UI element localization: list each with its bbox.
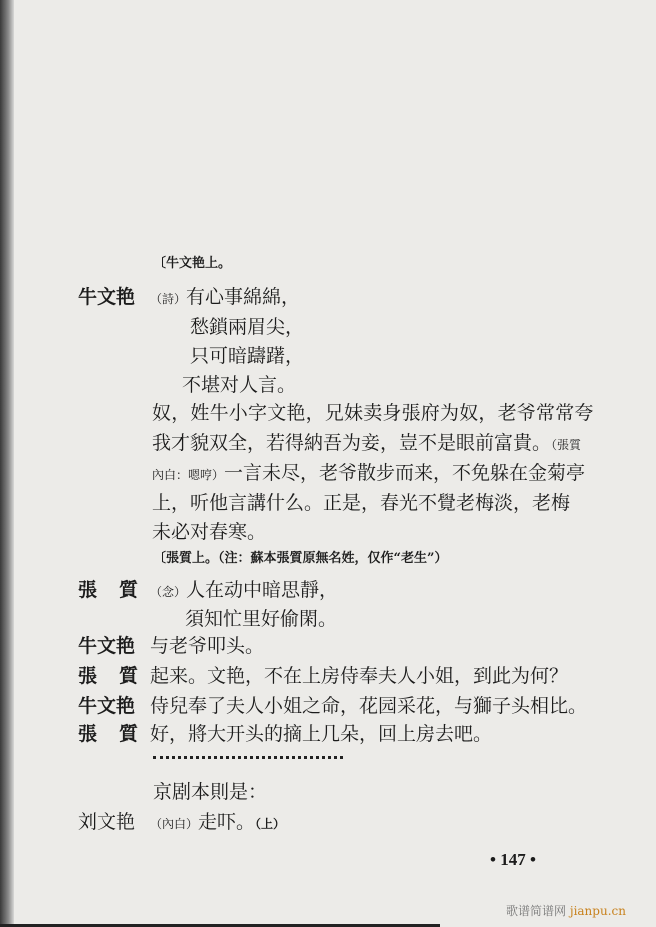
- monologue-line: 上，听他言講什么。正是，春光不覺老梅淡，老梅: [152, 492, 571, 514]
- dialogue-line: 与老爷叩头。: [150, 635, 265, 657]
- offstage-tag: （內白）: [150, 817, 199, 831]
- watermark-cn: 歌谱简谱网: [506, 904, 567, 918]
- aside-text: （張質: [551, 438, 582, 452]
- ellipsis-divider: [153, 756, 343, 759]
- watermark-en: jianpu.cn: [569, 904, 626, 918]
- poem-line-2: 愁鎖兩眉尖，: [190, 316, 305, 338]
- poem-line-4: 不堪对人言。: [182, 374, 297, 396]
- dialogue-line: 好，將大开头的摘上几朵，回上房去吧。: [150, 723, 493, 745]
- page-gutter-shadow: [0, 0, 14, 927]
- speaker-zhang: 張質: [78, 665, 161, 687]
- recite-tag: （念）: [150, 585, 187, 599]
- speaker-niu: 牛文艳: [78, 635, 136, 657]
- monologue-text: 我才貌双全，若得納吾为妾，豈不是眼前富貴。: [152, 432, 552, 454]
- stage-direction: 〔張質上。（注：蘇本張質原無名姓，仅作“老生”）: [153, 551, 448, 566]
- stage-direction: 〔牛文艳上。: [153, 256, 232, 271]
- speaker-liu: 刘文艳: [78, 811, 136, 833]
- poem-line-1: [150, 285, 300, 311]
- speaker-zhang: 張質: [78, 579, 161, 601]
- liu-text: 走吓。: [198, 811, 256, 833]
- aside-text: 內白：嗯哼）: [152, 468, 225, 482]
- poem-tag: （詩）: [150, 292, 187, 306]
- speaker-niu: 牛文艳: [78, 695, 136, 717]
- recite-line-2: 須知忙里好偷閑。: [185, 608, 338, 630]
- watermark: [506, 902, 626, 919]
- speaker-zhang: 張質: [78, 723, 161, 745]
- dialogue-line: 侍兒奉了夫人小姐之命，花园采花，与獅子头相比。: [150, 695, 588, 717]
- recite-line-1: [150, 578, 338, 604]
- dialogue-line: 起来。文艳，不在上房侍奉夫人小姐，到此为何？: [150, 665, 569, 687]
- monologue-text: 一言未尽，老爷散步而来，不免躲在金菊亭: [224, 462, 586, 484]
- poem-text: 有心事綿綿，: [186, 286, 301, 308]
- poem-line-3: 只可暗躊躇，: [190, 345, 305, 367]
- stage-tag: （上）: [255, 817, 286, 831]
- speaker-niu: 牛文艳: [78, 286, 136, 308]
- monologue-line: 未必对春寒。: [152, 521, 267, 543]
- recite-text: 人在动中暗思靜，: [186, 579, 339, 601]
- monologue-line: [152, 461, 585, 487]
- monologue-line: [152, 431, 581, 457]
- monologue-line: 奴，姓牛小字文艳，兄妹卖身張府为奴，老爷常常夸: [152, 402, 594, 424]
- jingju-intro: 京剧本則是：: [153, 781, 268, 803]
- liu-line: [150, 810, 285, 836]
- page-number: • 147 •: [490, 850, 536, 869]
